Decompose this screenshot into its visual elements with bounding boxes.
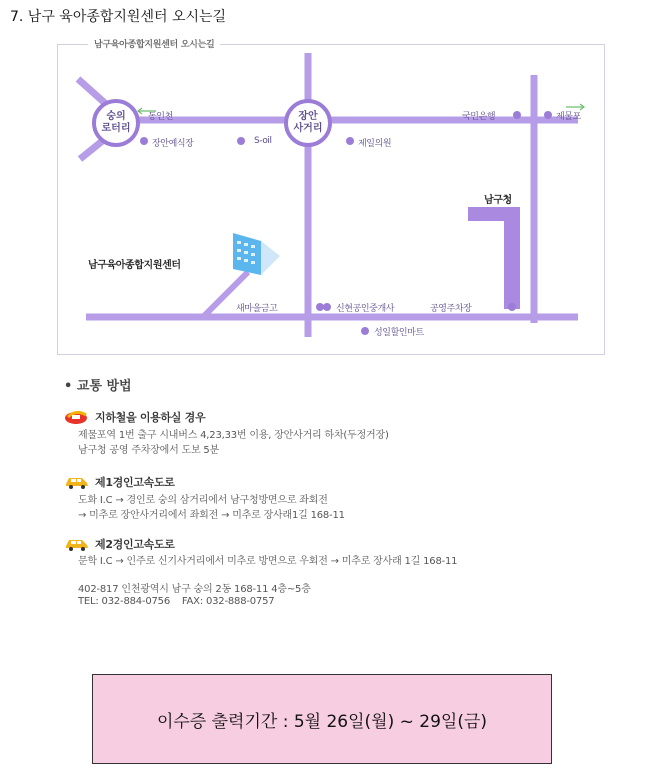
highway1-line-2: → 미추로 장안사거리에서 좌회전 → 미추로 장사래1길 168-11 [78, 510, 345, 521]
transport-section-title: • 교통 방법 [64, 379, 132, 394]
highway2-line-1: 문학 I.C → 인주로 신기사거리에서 미추로 방면으로 우회전 → 미추로 장사래 1길 168-11 [78, 556, 458, 567]
highway1-line-1: 도화 I.C → 경인로 숭의 삼거리에서 남구청방면으로 좌회전 [78, 495, 328, 506]
dot-jangan-wedding [140, 137, 148, 145]
label-center: 남구육아종합지원센터 [88, 260, 181, 271]
label-dong-in-cheon: 동인천 [148, 112, 173, 122]
certificate-notice-box [92, 674, 552, 764]
location-map [57, 40, 605, 355]
subway-icon [64, 407, 90, 425]
dot-sinhyeon [323, 303, 331, 311]
highway2-title: 제2경인고속도로 [95, 538, 175, 551]
label-jeil-clinic: 제일의원 [358, 139, 392, 149]
car-icon [64, 473, 90, 489]
dot-jeil-clinic [346, 137, 354, 145]
dot-kookmin-bank [513, 111, 521, 119]
subway-line-1: 제물포역 1번 출구 시내버스 4,23,33번 이용, 장안사거리 하차(두정거장) [78, 430, 389, 441]
car-icon [64, 535, 90, 551]
label-saemaeul: 새마을금고 [236, 304, 278, 314]
subway-line-2: 남구청 공영 주차장에서 도보 5분 [78, 445, 220, 456]
label-jemulpo: 제물포 [556, 112, 581, 122]
label-seongil-mart: 성일할인마트 [374, 328, 424, 338]
jangan-intersection-label: 장안 사거리 [293, 111, 323, 134]
dot-parking [508, 303, 516, 311]
dot-seongil [361, 327, 369, 335]
highway1-title: 제1경인고속도로 [95, 476, 175, 489]
label-namgu-office: 남구청 [484, 195, 512, 206]
sungui-rotary-label: 숭의 로터리 [101, 111, 131, 134]
certificate-notice-text: 이수증 출력기간 : 5월 26일(월) ~ 29일(금) [156, 711, 488, 732]
namgu-office-building [468, 207, 520, 309]
label-jangan-wedding: 장안예식장 [152, 139, 194, 149]
dot-jemulpo [544, 111, 552, 119]
center-building-shadow [261, 241, 280, 275]
contact-info: TEL: 032-884-0756 FAX: 032-888-0757 [78, 596, 275, 607]
label-parking: 공영주차장 [430, 304, 472, 314]
address: 402-817 인천광역시 남구 숭의 2동 168-11 4층~5층 [78, 584, 311, 595]
subway-title: 지하철을 이용하실 경우 [95, 411, 206, 424]
map-roads [58, 45, 604, 354]
map-title: 남구육아종합지원센터 오시는길 [88, 37, 220, 50]
label-sinhyeon: 신현공인중개사 [336, 304, 395, 314]
label-s-oil: S-oil [254, 136, 272, 146]
dot-saemaeul [316, 303, 324, 311]
page-title: 7. 남구 육아종합지원센터 오시는길 [10, 9, 227, 25]
dot-s-oil [237, 137, 245, 145]
label-kookmin-bank: 국민은행 [462, 112, 496, 122]
